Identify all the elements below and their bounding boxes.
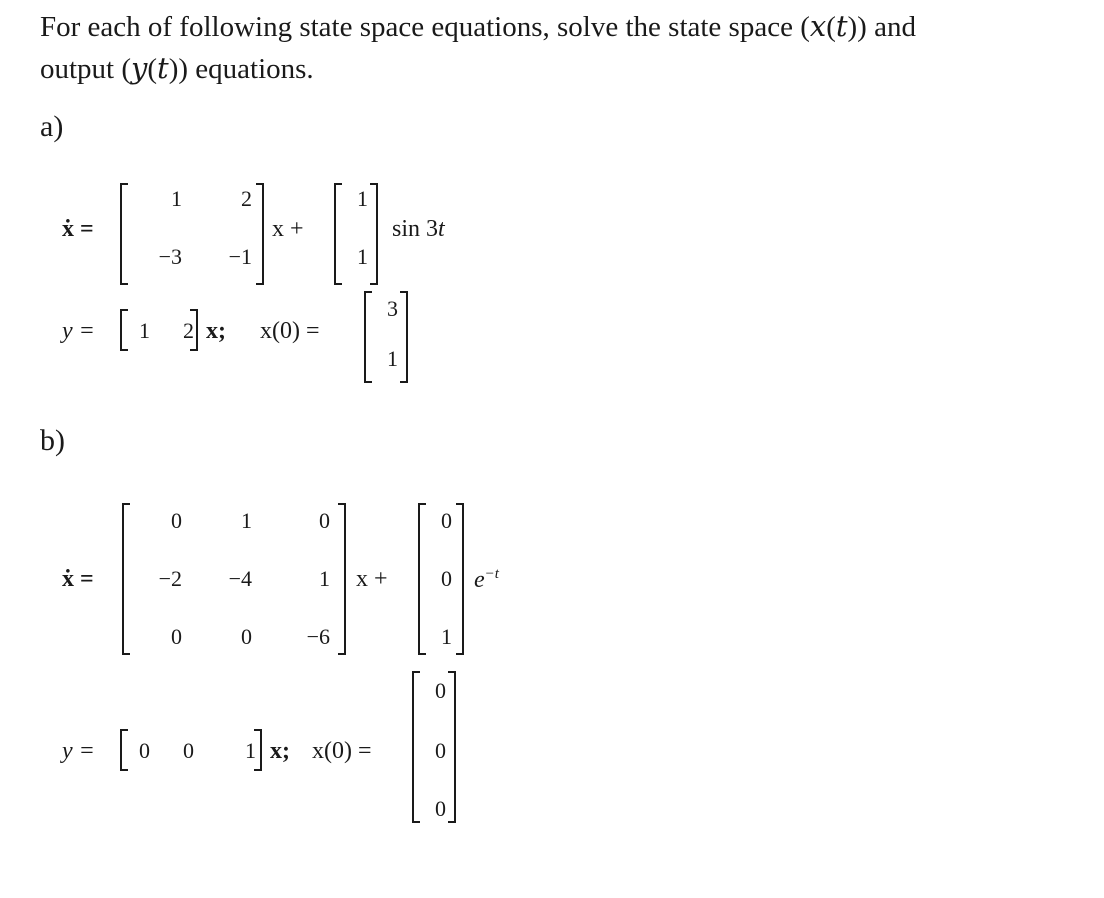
part-b-A-32: 0 <box>241 624 252 649</box>
part-b-C-2: 0 <box>183 738 194 763</box>
prompt-line-2: output (𝑦(𝑡)) equations. <box>40 53 314 85</box>
part-a-y-eq: y = <box>62 318 95 344</box>
part-b-y-eq: y = <box>62 738 95 764</box>
part-a-B-1: 1 <box>357 186 368 211</box>
part-a-C-1: 1 <box>139 318 150 343</box>
part-a-x0-2: 1 <box>387 346 398 371</box>
part-b-A-31: 0 <box>171 624 182 649</box>
prompt-line-1: For each of following state space equations, solve the state space (𝑥(𝑡)) and <box>40 11 916 43</box>
part-a-B-2: 1 <box>357 244 368 269</box>
part-b-B-3: 1 <box>441 624 452 649</box>
part-b-xdot: ẋ = <box>62 566 94 592</box>
part-a-A-12: 2 <box>241 186 252 211</box>
part-a-A-21: −3 <box>158 244 182 269</box>
part-b-x0-1: 0 <box>435 678 446 703</box>
part-b-C-3: 1 <box>245 738 256 763</box>
part-b-x-semicolon: x; <box>270 738 290 764</box>
part-b-input: $e^{-t}$ <box>474 566 499 593</box>
part-b-B-1: 0 <box>441 508 452 533</box>
part-a-input: sin 3t <box>392 216 445 242</box>
part-b-A-23: 1 <box>319 566 330 591</box>
part-b-A-21: −2 <box>158 566 182 591</box>
part-b-x0-3: 0 <box>435 796 446 821</box>
part-b-x0-2: 0 <box>435 738 446 763</box>
part-b-A-33: −6 <box>306 624 330 649</box>
part-a-C-2: 2 <box>183 318 194 343</box>
part-b-A-13: 0 <box>319 508 330 533</box>
part-a-x-plus: x + <box>272 216 304 242</box>
part-a-x-semicolon: x; <box>206 318 226 344</box>
part-b-x-plus: x + <box>356 566 388 592</box>
part-a-A-11: 1 <box>171 186 182 211</box>
part-a-x0-label: x(0) = <box>260 318 320 344</box>
part-b-A-11: 0 <box>171 508 182 533</box>
part-b-label: b) <box>40 424 65 457</box>
part-b-x0-label: x(0) = <box>312 738 372 764</box>
part-b-B-2: 0 <box>441 566 452 591</box>
part-b-C-1: 0 <box>139 738 150 763</box>
part-a-label: a) <box>40 110 64 143</box>
part-a-x0-1: 3 <box>387 296 398 321</box>
part-a-xdot: ẋ = <box>62 216 94 242</box>
part-a-A-22: −1 <box>228 244 252 269</box>
part-b-A-12: 1 <box>241 508 252 533</box>
problem-prompt <box>40 6 1080 90</box>
part-b-A-22: −4 <box>228 566 252 591</box>
